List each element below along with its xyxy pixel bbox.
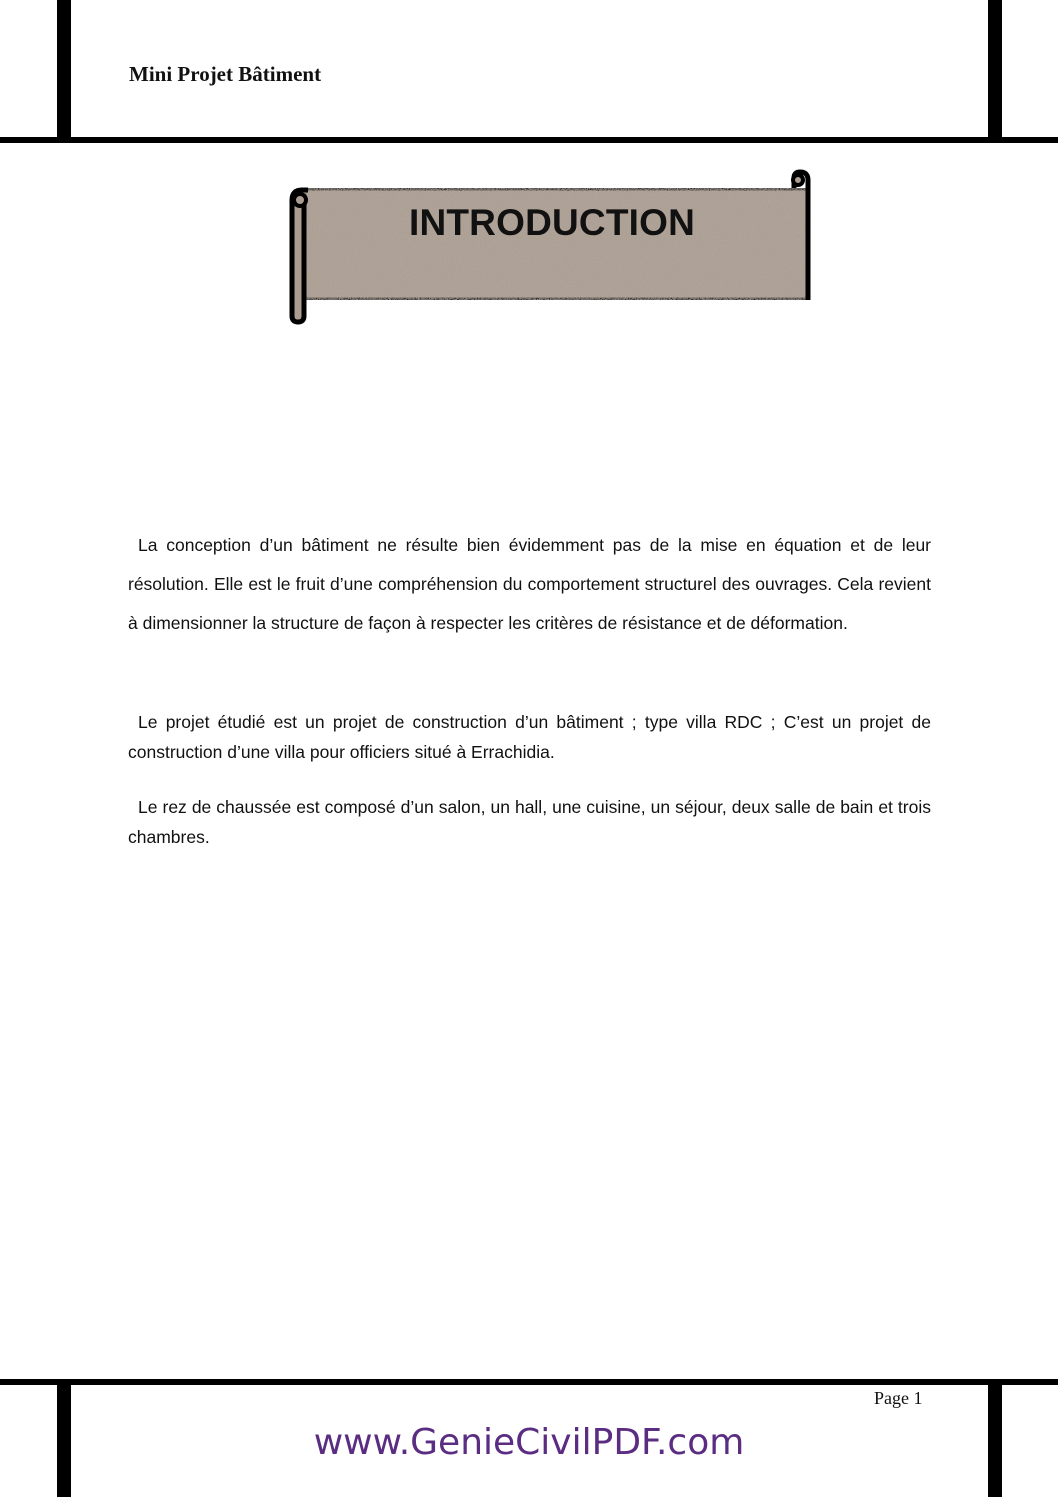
header-rule <box>0 137 1058 143</box>
paragraph-2-text: Le projet étudié est un projet de construction d’un bâtiment ; type villa RDC ; C’est un projet de construction d’une villa pour officiers situé à Errachidia. <box>128 712 931 762</box>
website-link[interactable]: www.GenieCivilPDF.com <box>313 1422 745 1463</box>
banner-title: INTRODUCTION <box>408 202 696 243</box>
footer-rule <box>0 1379 1058 1385</box>
header-left-bar <box>57 0 71 140</box>
page-number: Page 1 <box>874 1388 923 1408</box>
paragraph-1-text: La conception d’un bâtiment ne résulte bien évidemment pas de la mise en équation et de leur résolution. Elle est le fruit d’une compréhension du comportement structurel des ouvrages. Cela revient à dimensionner la structure de façon à respecter les critères de résistance et de déformation. <box>128 535 931 633</box>
paragraph-1 <box>128 526 931 643</box>
header-right-bar <box>988 0 1002 140</box>
header-title: Mini Projet Bâtiment <box>129 62 322 86</box>
introduction-banner <box>284 166 814 326</box>
paragraph-3-text: Le rez de chaussée est composé d’un salon, un hall, une cuisine, un séjour, deux salle de bain et trois chambres. <box>128 797 931 847</box>
paragraph-2 <box>128 707 931 767</box>
paragraph-3 <box>128 792 931 852</box>
scroll-banner-graphic <box>284 166 814 326</box>
